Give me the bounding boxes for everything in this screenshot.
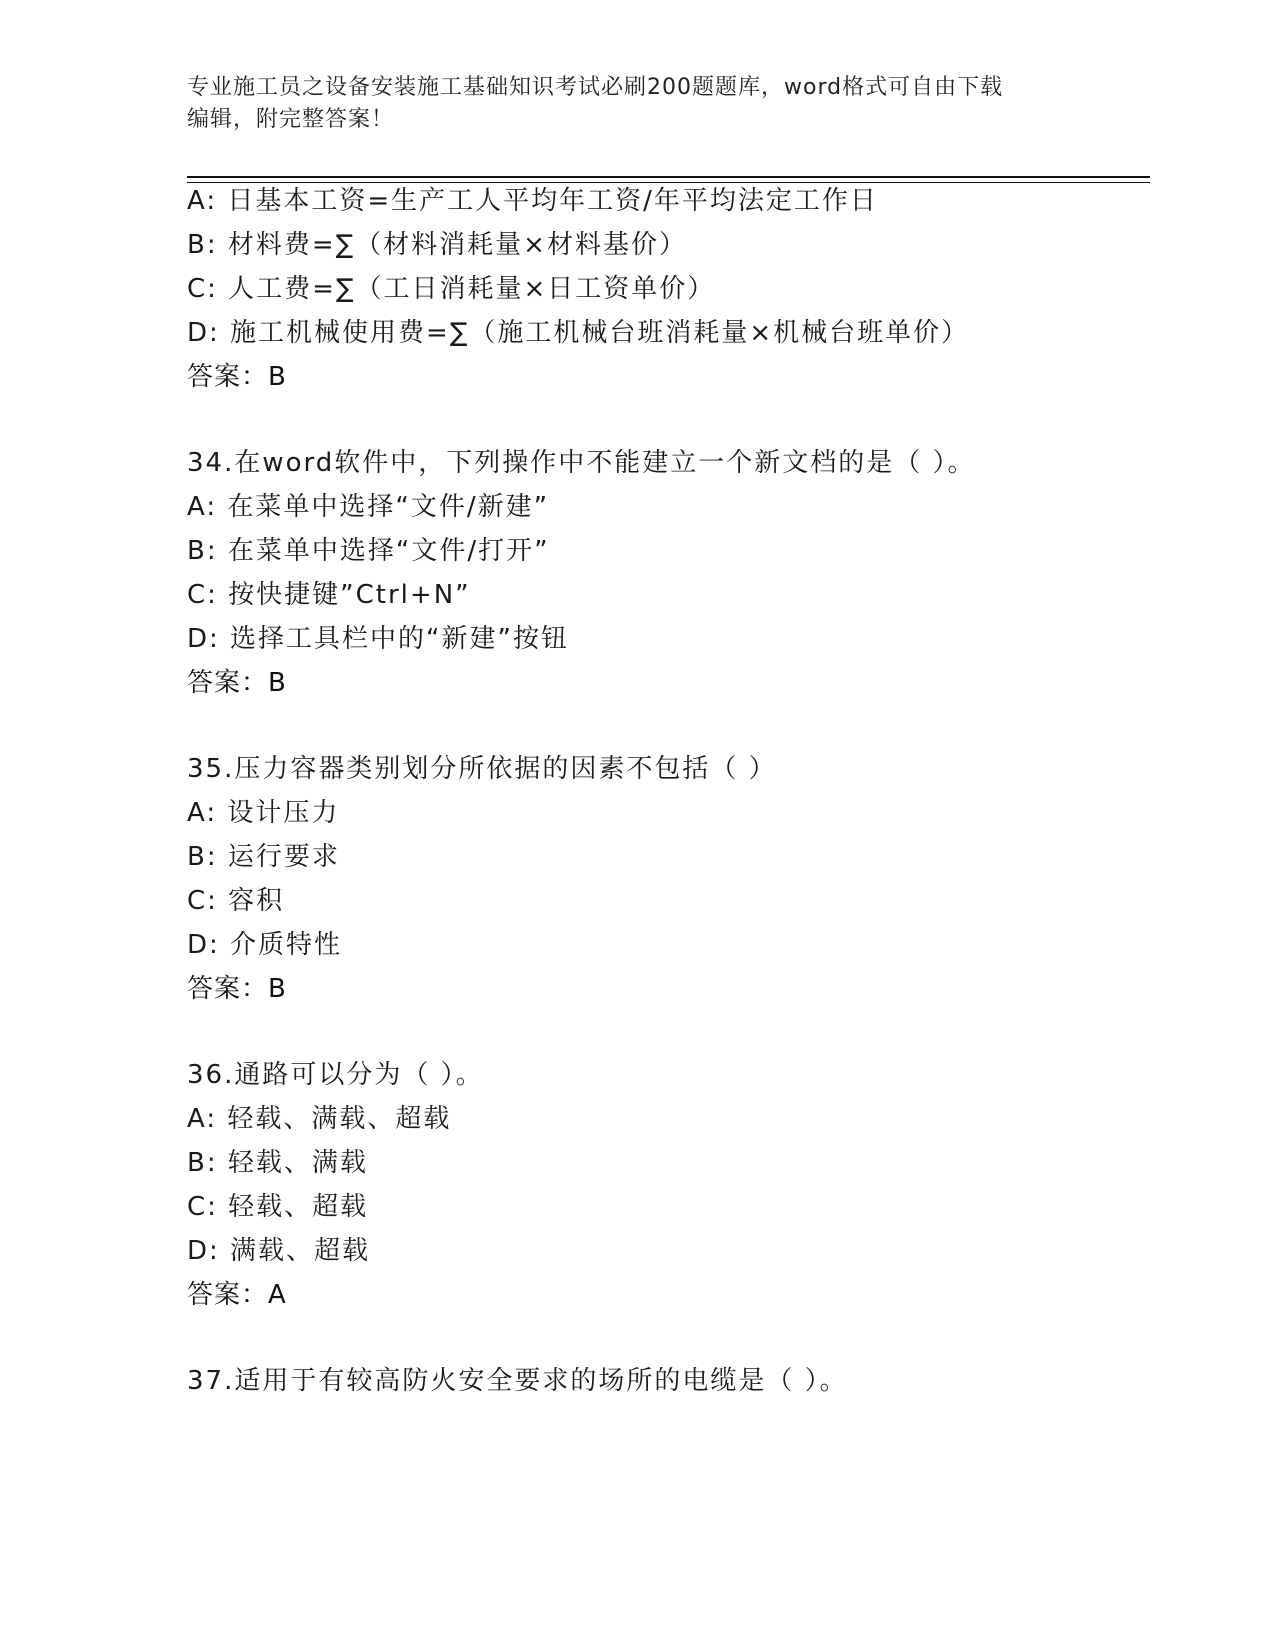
q35-option-b: B: 运行要求: [187, 842, 340, 872]
q34-option-a: A: 在菜单中选择“文件/新建”: [187, 492, 550, 522]
q36-question: 36.通路可以分为（ ）。: [187, 1060, 484, 1090]
q36-option-a: A: 轻载、满载、超载: [187, 1104, 452, 1134]
q34-option-c: C: 按快捷键”Ctrl+N”: [187, 580, 471, 610]
q33-answer: 答案：B: [187, 362, 287, 392]
q35-option-a: A: 设计压力: [187, 798, 340, 828]
q33-option-b: B: 材料费=∑（材料消耗量×材料基价）: [187, 230, 687, 260]
header-line-1: 专业施工员之设备安装施工基础知识考试必刷200题题库，word格式可自由下载: [187, 75, 1004, 100]
q34-option-d: D: 选择工具栏中的“新建”按钮: [187, 624, 569, 654]
q34-answer: 答案：B: [187, 668, 287, 698]
q34-option-b: B: 在菜单中选择“文件/打开”: [187, 536, 550, 566]
q35-option-d: D: 介质特性: [187, 930, 343, 960]
q33-option-d: D: 施工机械使用费=∑（施工机械台班消耗量×机械台班单价）: [187, 318, 970, 348]
q33-option-c: C: 人工费=∑（工日消耗量×日工资单价）: [187, 274, 716, 304]
header-divider-thin: [187, 182, 1150, 183]
q35-question: 35.压力容器类别划分所依据的因素不包括（ ）: [187, 754, 777, 784]
q35-option-c: C: 容积: [187, 886, 285, 916]
q36-option-d: D: 满载、超载: [187, 1236, 371, 1266]
q33-option-a: A: 日基本工资=生产工人平均年工资/年平均法定工作日: [187, 186, 878, 216]
q34-question: 34.在word软件中，下列操作中不能建立一个新文档的是（ ）。: [187, 448, 976, 478]
document-header: [187, 72, 1067, 136]
header-divider-thick: [187, 176, 1150, 178]
q35-answer: 答案：B: [187, 974, 287, 1004]
q36-answer: 答案：A: [187, 1280, 287, 1310]
q36-option-c: C: 轻载、超载: [187, 1192, 369, 1222]
header-line-2: 编辑，附完整答案！: [187, 107, 395, 132]
q36-option-b: B: 轻载、满载: [187, 1148, 368, 1178]
q37-question: 37.适用于有较高防火安全要求的场所的电缆是（ ）。: [187, 1366, 848, 1396]
